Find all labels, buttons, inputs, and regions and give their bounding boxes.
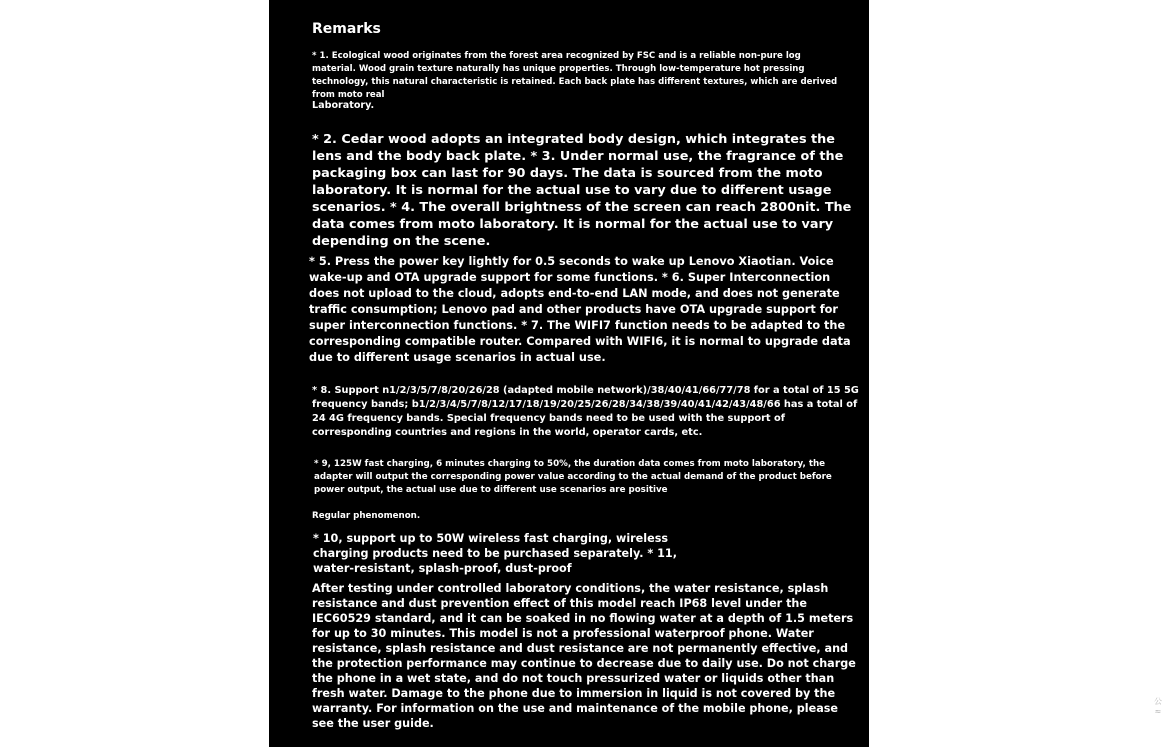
remark-paragraph-2-4: * 2. Cedar wood adopts an integrated body design, which integrates the lens and the body back plate. * 3. Under normal use, the fragrance of the packaging box can last for 90 days. The data is sourced from the moto laboratory. It is normal for the actual use to vary due to different usage scenarios. * 4. The overall brightness of the screen can reach 2800nit. The data comes from moto laboratory. It is normal for the actual use to vary depending on the scene. xyxy=(312,132,852,249)
remark-paragraph-1: * 1. Ecological wood originates from the forest area recognized by FSC and is a reliable non-pure log material. Wood grain texture naturally has unique properties. Through low-temperature hot pressing technology, this natural characteristic is retained. Each back plate has different textures, which are derived from moto real xyxy=(312,51,838,100)
remark-paragraph-5-7: * 5. Press the power key lightly for 0.5 seconds to wake up Lenovo Xiaotian. Voice wake-up and OTA upgrade support for some functions. * 6. Super Interconnection does not upload to the cloud, adopts end-to-end LAN mode, and does not generate traffic consumption; Lenovo pad and other products have OTA upgrade support for super interconnection functions. * 7. The WIFI7 function needs to be adapted to the corresponding compatible router. Compared with WIFI6, it is normal to upgrade data due to different usage scenarios in actual use. xyxy=(309,255,851,364)
remarks-panel xyxy=(269,0,869,747)
remark-paragraph-9-continuation: Regular phenomenon. xyxy=(312,511,421,521)
remark-water-resistance-details: After testing under controlled laboratory conditions, the water resistance, splash resistance and dust prevention effect of this model reach IP68 level under the IEC60529 standard, and it can be soaked in no flowing water at a depth of 1.5 meters for up to 30 minutes. This model is not a professional waterproof phone. Water resistance, splash resistance and dust resistance are not permanently effective, and the protection performance may continue to decrease due to daily use. Do not charge the phone in a wet state, and do not touch pressurized water or liquids other than fresh water. Damage to the phone due to immersion in liquid is not covered by the warranty. For information on the use and maintenance of the mobile phone, please see the user guide. xyxy=(312,582,856,730)
remark-paragraph-9: * 9, 125W fast charging, 6 minutes charging to 50%, the duration data comes from moto laboratory, the adapter will output the corresponding power value according to the actual demand of the product before power output, the actual use due to different use scenarios are positive xyxy=(314,459,832,495)
remark-paragraph-10-11: * 10, support up to 50W wireless fast charging, wireless charging products need to be purchased separately. * 11, water-resistant, splash-proof, dust-proof xyxy=(313,532,677,575)
remark-paragraph-1-continuation: Laboratory. xyxy=(312,100,375,111)
corner-watermark: 公 ≈ xyxy=(1154,697,1162,716)
remark-paragraph-8: * 8. Support n1/2/3/5/7/8/20/26/28 (adapted mobile network)/38/40/41/66/77/78 for a total of 15 5G frequency bands; b1/2/3/4/5/7/8/12/17/18/19/20/25/26/28/34/38/39/40/41/42/43/48/66 has a total of 24 4G frequency bands. Special frequency bands need to be used with the support of corresponding countries and regions in the world, operator cards, etc. xyxy=(312,385,859,438)
remarks-title: Remarks xyxy=(312,21,381,37)
